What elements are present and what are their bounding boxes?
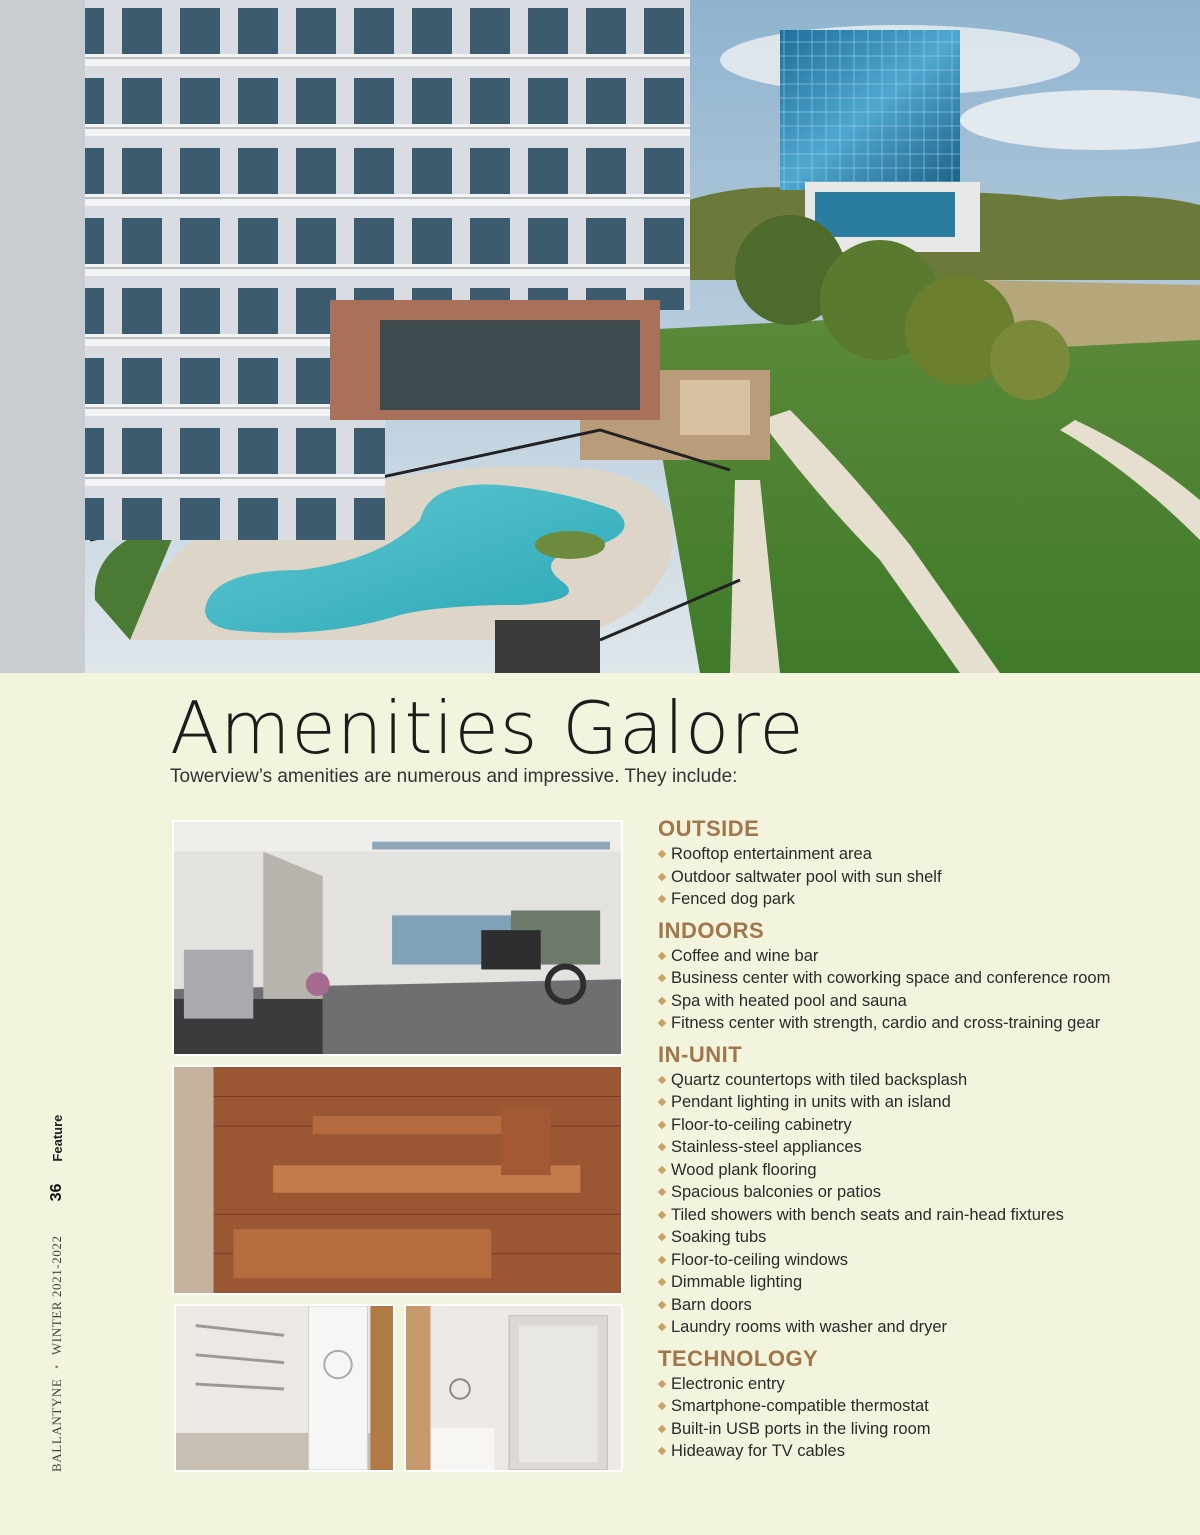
- laundry-room-photo: [174, 1304, 395, 1472]
- indoors-heading: INDOORS: [658, 917, 765, 943]
- fitness-center-photo: [172, 820, 623, 1056]
- list-item: Business center with coworking space and conference room: [658, 967, 1178, 990]
- list-item: Spa with heated pool and sauna: [658, 990, 1178, 1013]
- list-item: Rooftop entertainment area: [658, 843, 1178, 866]
- amenities-list: [658, 815, 1178, 1469]
- list-item: Coffee and wine bar: [658, 945, 1178, 968]
- page-subtitle: Towerview’s amenities are numerous and impressive. They include:: [170, 766, 738, 787]
- sauna-photo: [172, 1065, 623, 1295]
- list-item: Floor-to-ceiling cabinetry: [658, 1114, 1178, 1137]
- outside-section: [658, 815, 1178, 911]
- list-item: Quartz countertops with tiled backsplash: [658, 1069, 1178, 1092]
- list-item: Soaking tubs: [658, 1226, 1178, 1249]
- technology-section: [658, 1345, 1178, 1463]
- section-label: Feature: [49, 1114, 65, 1162]
- list-item: Fenced dog park: [658, 888, 1178, 911]
- hero-photo-tower-pool: [0, 0, 1200, 673]
- list-item: Outdoor saltwater pool with sun shelf: [658, 866, 1178, 889]
- list-item: Fitness center with strength, cardio and cross-training gear: [658, 1012, 1178, 1035]
- list-item: Tiled showers with bench seats and rain-head fixtures: [658, 1204, 1178, 1227]
- folio-separator: •: [51, 1365, 63, 1369]
- list-item: Spacious balconies or patios: [658, 1181, 1178, 1204]
- bathroom-shower-photo: [404, 1304, 623, 1472]
- list-item: Built-in USB ports in the living room: [658, 1418, 1178, 1441]
- list-item: Wood plank flooring: [658, 1159, 1178, 1182]
- issue-label: WINTER 2021-2022: [49, 1235, 64, 1356]
- list-item: Dimmable lighting: [658, 1271, 1178, 1294]
- technology-heading: TECHNOLOGY: [658, 1345, 819, 1371]
- indoors-section: [658, 917, 1178, 1035]
- list-item: Floor-to-ceiling windows: [658, 1249, 1178, 1272]
- list-item: Laundry rooms with washer and dryer: [658, 1316, 1178, 1339]
- list-item: Stainless-steel appliances: [658, 1136, 1178, 1159]
- list-item: Hideaway for TV cables: [658, 1440, 1178, 1463]
- page-number: 36: [48, 1183, 65, 1202]
- page-title: Amenities Galore: [170, 686, 805, 770]
- outside-heading: OUTSIDE: [658, 816, 760, 841]
- list-item: Electronic entry: [658, 1373, 1178, 1396]
- list-item: Barn doors: [658, 1294, 1178, 1317]
- publication-name: BALLANTYNE: [49, 1378, 64, 1472]
- in-unit-heading: IN-UNIT: [658, 1041, 743, 1067]
- list-item: Smartphone-compatible thermostat: [658, 1395, 1178, 1418]
- in-unit-section: [658, 1041, 1178, 1339]
- page-folio: [48, 1115, 66, 1472]
- list-item: Pendant lighting in units with an island: [658, 1091, 1178, 1114]
